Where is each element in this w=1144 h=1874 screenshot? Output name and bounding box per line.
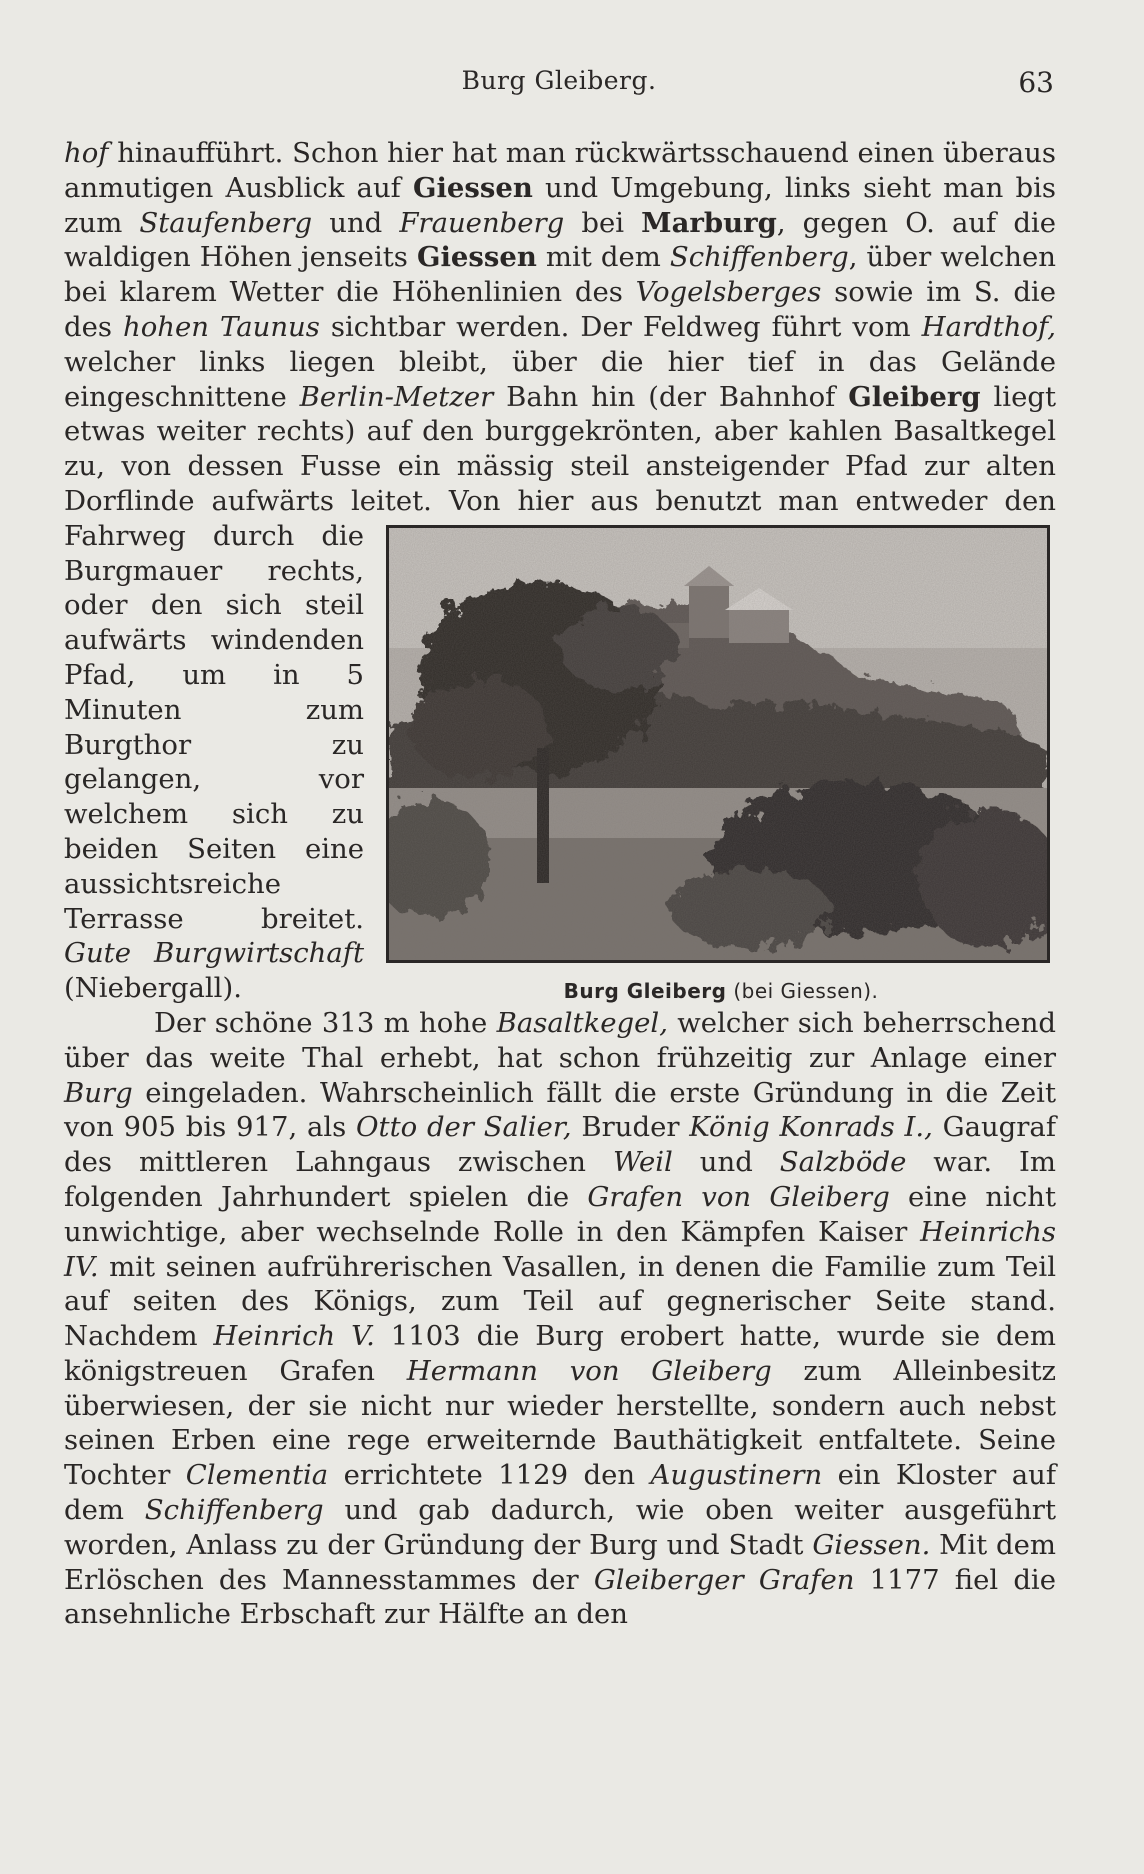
place-name: hohen Taunus xyxy=(123,310,320,343)
running-title: Burg Gleiberg. xyxy=(461,66,657,95)
place-name: Vogelsberges xyxy=(635,276,822,309)
term: Burg xyxy=(64,1076,133,1109)
page-header xyxy=(64,66,1054,106)
paragraph-1: hof hinaufführt. Schon hier hat man rückwärtsschauend einen überaus anmutigen Ausblick auf Giessen und Umgebung, links sieht man bis zum Staufenberg und Frauenberg bei Marburg, gegen O. auf die waldigen Höhen jenseits Giessen mit dem Schiffenberg, über welchen bei klarem Wetter die Höhenlinien des Vogelsberges sowie im S. die des hohen Taunus sichtbar werden. Der Feldweg führt vom Hardthof, welcher links liegen bleibt, über die hier tief in das Gelände eingeschnittene Berlin-Metzer Bahn hin (der Bahnhof Gleiberg liegt etwas weiter rechts) auf den burggekrönten, aber kahlen Basaltkegel zu, von dessen Fusse ein mässig steil ansteigender Pfad zur alten Dorflinde aufwärts leitet. Von hier aus benutzt man entweder Burg Gleiberg (bei Giessen). den Fahrweg durch die Burgmauer rechts, oder den sich steil aufwärts windenden Pfad, um in 5 Minuten zum Burgthor zu gelangen, vor welchem sich zu beiden Seiten eine aussichtsreiche Terrasse breitet. Gute Burgwirtschaft (Niebergall). xyxy=(64,136,1056,1006)
place-name: Salzböde xyxy=(779,1146,907,1179)
caption-location: (bei Giessen). xyxy=(726,978,879,1003)
place-name: Schiffenberg xyxy=(144,1494,324,1527)
place-name-bold: Gleiberg xyxy=(848,380,981,413)
term: Augustinern xyxy=(650,1459,823,1492)
place-name: Frauenberg xyxy=(399,206,565,239)
person-name: Heinrich V. xyxy=(213,1320,375,1353)
place-name: Hardthof, xyxy=(921,310,1056,343)
place-name: Weil xyxy=(612,1146,673,1179)
place-name: hof xyxy=(64,137,109,169)
place-name: Berlin-Metzer xyxy=(299,380,494,413)
person-name: Grafen von Gleiberg xyxy=(587,1180,890,1213)
place-name-bold: Giessen xyxy=(416,241,537,274)
place-name: Gute Burgwirtschaft xyxy=(64,937,364,970)
paragraph-2: Der schöne 313 m hohe Basaltkegel, welcher sich beherrschend über das weite Thal erhebt, hat schon frühzeitig zur Anlage einer Burg eingeladen. Wahrscheinlich fällt die erste Gründung in die Zeit von 905 bis 917, als Otto der Salier, Bruder König Konrads I., Gaugraf des mittleren Lahngaus zwischen Weil und Salzböde war. Im folgenden Jahrhundert spielen die Grafen von Gleiberg eine nicht unwichtige, aber wechselnde Rolle in den Kämpfen Kaiser Heinrichs IV. mit seinen aufrührerischen Vasallen, in denen die Familie zum Teil auf seiten des Königs, zum Teil auf gegnerischer Seite stand. Nachdem Heinrich V. 1103 die Burg erobert hatte, wurde sie dem königstreuen Grafen Hermann von Gleiberg zum Alleinbesitz überwiesen, der sie nicht nur wieder herstellte, sondern auch nebst seinen Erben eine rege erweiternde Bauthätigkeit entfaltete. Seine Tochter Clementia errichtete 1129 den Augustinern ein Kloster auf dem Schiffenberg und gab dadurch, wie oben weiter ausgeführt worden, Anlass zu der Gründung der Burg und Stadt Giessen. Mit dem Erlöschen des Mannesstammes der Gleiberger Grafen 1177 fiel die ansehnliche Erbschaft zur Hälfte an den xyxy=(64,1006,1057,1631)
page-number: 63 xyxy=(1018,66,1054,99)
photo-grain xyxy=(389,528,1047,960)
place-name: Giessen. xyxy=(812,1528,931,1561)
person-name: Heinrichs IV. xyxy=(64,1215,1056,1283)
figure-burg-gleiberg xyxy=(386,525,1056,1003)
person-name: Otto der Salier, xyxy=(356,1111,572,1144)
person-name: Hermann von Gleiberg xyxy=(406,1354,772,1387)
place-name: Staufenberg xyxy=(139,206,313,239)
person-name: Gleiberger Grafen xyxy=(593,1563,855,1596)
photo-frame xyxy=(386,525,1050,963)
body-text xyxy=(64,136,1056,1632)
person-name: Clementia xyxy=(185,1459,329,1492)
place-name: Schiffenberg xyxy=(669,241,849,274)
place-name-bold: Giessen xyxy=(413,171,533,204)
castle-photo xyxy=(389,528,1047,960)
term: Basaltkegel, xyxy=(496,1006,668,1039)
person-name: König Konrads I., xyxy=(689,1111,933,1144)
figure-caption xyxy=(386,979,1056,1003)
place-name-bold: Marburg xyxy=(641,206,777,239)
caption-title: Burg Gleiberg xyxy=(563,978,727,1003)
